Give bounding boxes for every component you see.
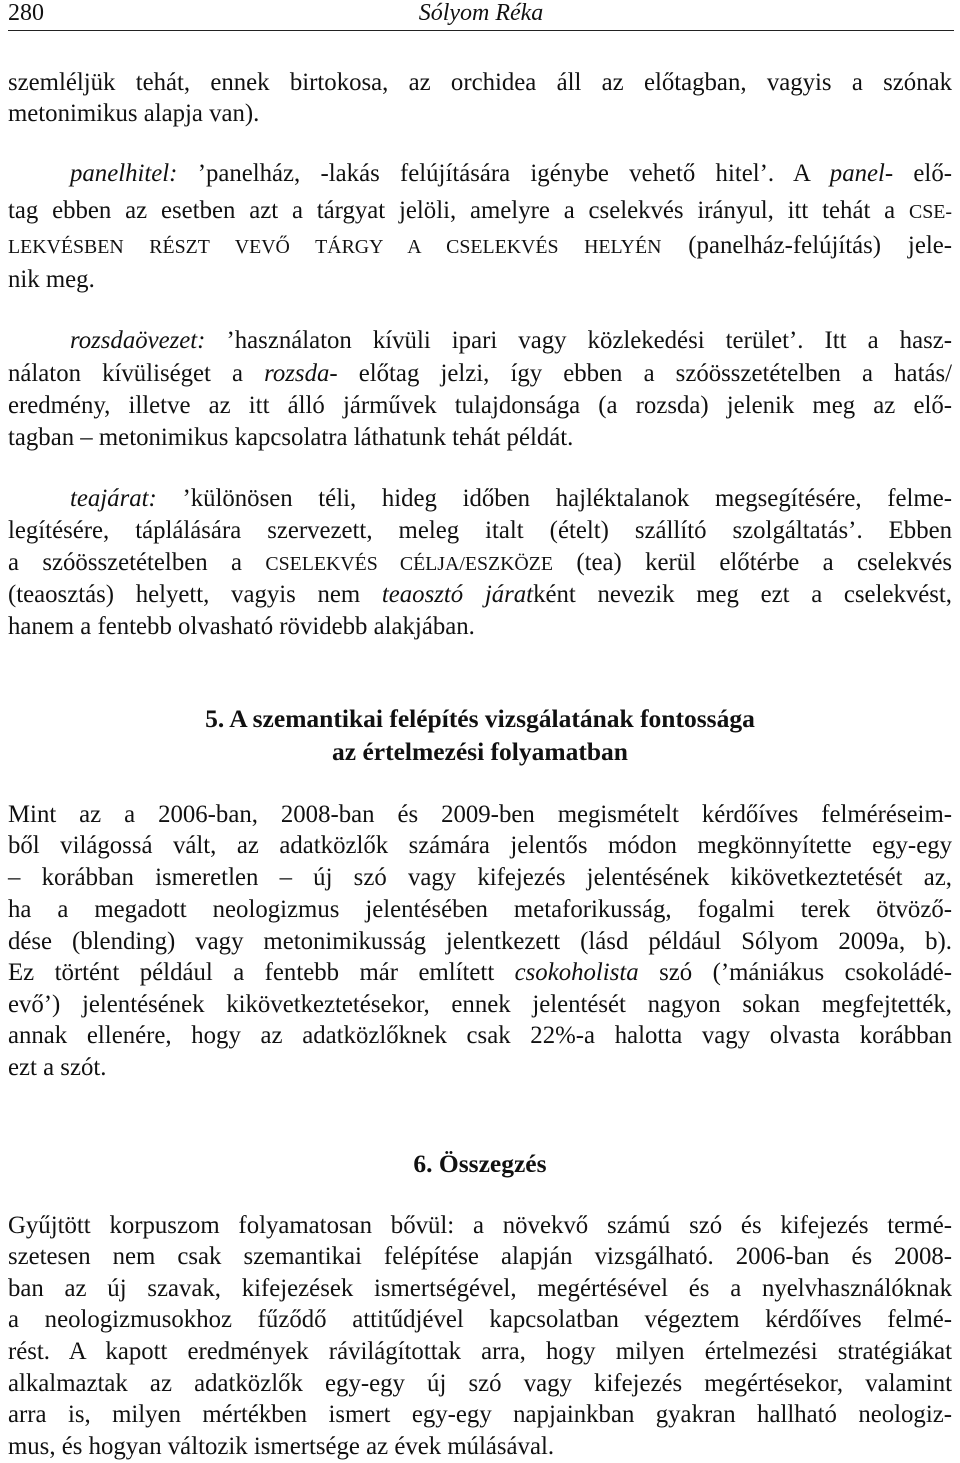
text-line: ből világossá vált, az adatközlők számára jelentős módon megkönnyítette egy-egy (8, 832, 952, 859)
text-line: nálaton kívüliséget a rozsda- előtag jelzi, így ebben a szóösszetételben a hatás/ (8, 360, 953, 387)
text-line: tag ebben az esetben azt a tárgyat jelöli, amelyre a cselekvés irányul, itt tehát a CSE- (8, 197, 952, 224)
section-heading-5: 5. A szemantikai felépítés vizsgálatának fontossága (205, 704, 755, 733)
text-line: a neologizmusokhoz fűződő attitűdjével kapcsolatban végeztem kérdőíves felmé- (8, 1306, 952, 1333)
text-line: rést. A kapott eredmények rávilágítottak arra, hogy milyen értelmezési stratégiákat (8, 1338, 952, 1365)
text-line: arra is, milyen mértékben ismert egy-egy napjainkban gyakran hallható neologiz- (8, 1401, 952, 1428)
section-heading-6: 6. Összegzés (413, 1149, 547, 1178)
entry-term: rozsdaövezet: (70, 327, 206, 354)
running-header (8, 0, 954, 31)
text-line: – korábban ismeretlen – új szó vagy kifejezés jelentésének kikövetkeztetését az, (8, 864, 952, 891)
text-line: eredmény, illetve az itt álló járművek tulajdonsága (a rozsda) jelenik meg az elő- (8, 392, 952, 419)
entry-line-panelhitel: panelhitel: ’panelház, -lakás felújítására igénybe vehető hitel’. A panel- elő- (70, 160, 952, 187)
text-line: a szóösszetételben a CSELEKVÉS CÉLJA/ESZKÖZE (tea) kerül előtérbe a cselekvés (8, 549, 952, 576)
text-line: alkalmaztak az adatközlők egy-egy új szó vagy kifejezés megértésekor, valamint (8, 1370, 952, 1397)
text-line: ezt a szót. (8, 1054, 107, 1081)
entry-term: panelhitel: (70, 160, 178, 187)
section-heading-5-cont: az értelmezési folyamatban (332, 737, 628, 766)
text-line: legítésére, táplálására szervezett, meleg italt (ételt) szállító szolgáltatás’. Ebben (8, 517, 952, 544)
text-line: ha a megadott neologizmus jelentésében metaforikusság, fogalmi terek ötvöző- (8, 896, 952, 923)
text-line: annak ellenére, hogy az adatközlőknek csak 22%-a halotta vagy olvasta korábban (8, 1022, 952, 1049)
text-line: Gyűjtött korpuszom folyamatosan bővül: a növekvő számú szó és kifejezés termé- (8, 1212, 952, 1239)
text-line: (teaosztás) helyett, vagyis nem teaosztó járatként nevezik meg ezt a cselekvést, (8, 581, 952, 608)
text-line: dése (blending) vagy metonimikusság jelentkezett (lásd például Sólyom 2009a, b). (8, 928, 952, 955)
text-line: LEKVÉSBEN RÉSZT VEVŐ TÁRGY A CSELEKVÉS HELYÉN (panelház-felújítás) jele- (8, 232, 952, 259)
running-head-author: Sólyom Réka (418, 0, 544, 26)
text-line: tagban – metonimikus kapcsolatra láthatunk tehát példát. (8, 424, 574, 451)
entry-term: teajárat: (70, 485, 157, 512)
text-line: Mint az a 2006-ban, 2008-ban és 2009-ben megismételt kérdőíves felméréseim- (8, 801, 952, 828)
text-line: hanem a fentebb olvasható rövidebb alakjában. (8, 613, 475, 640)
text-line: szemléljük tehát, ennek birtokosa, az orchidea áll az előtagban, vagyis a szónak (8, 69, 952, 96)
text-line: mus, és hogyan változik ismertsége az évek múlásával. (8, 1433, 555, 1460)
text-line: evő’) jelentésének kikövetkeztetésekor, ennek jelentését nagyon sokan megfejtették, (8, 991, 952, 1018)
text-line: ban az új szavak, kifejezések ismertségével, megértésével és a nyelvhasználóknak (8, 1275, 952, 1302)
text-line: metonimikus alapja van). (8, 100, 260, 127)
page-number: 280 (8, 0, 44, 26)
text-line: szetesen nem csak szemantikai felépítése alapján vizsgálható. 2006-ban és 2008- (8, 1243, 952, 1270)
text-line: Ez történt például a fentebb már említett csokoholista szó (’mániákus csokoládé- (8, 959, 952, 986)
entry-line-teajarat: teajárat: ’különösen téli, hideg időben hajléktalanok megsegítésére, felme- (70, 485, 952, 512)
entry-line-rozsdaovezet: rozsdaövezet: ’használaton kívüli ipari vagy közlekedési terület’. Itt a hasz- (70, 327, 952, 354)
text-line: nik meg. (8, 266, 95, 293)
